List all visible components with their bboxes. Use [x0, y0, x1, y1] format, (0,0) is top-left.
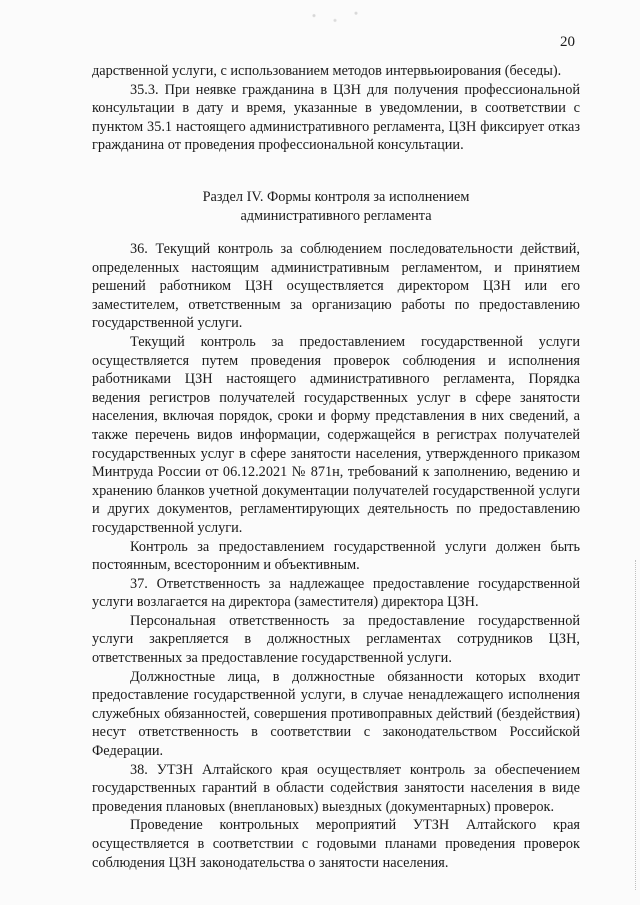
page-number: 20 — [560, 34, 575, 50]
paragraph-officials: Должностные лица, в должностные обязанности которых входит предоставление государственной услуги, в случае ненадлежащего исполнения служебных обязанностей, совершения противоправных действий (бездействия) несут ответственность в соответствии с законодательством Российской Федерации. — [92, 668, 580, 760]
paragraph-35-3: 35.3. При неявке гражданина в ЦЗН для получения профессиональной консультации в дату и время, указанные в уведомлении, в соответствии с пунктом 35.1 настоящего административного регламента, ЦЗН фиксирует отказ гражданина от проведения профессиональной консультации. — [92, 81, 580, 154]
scan-edge-artifact — [632, 560, 636, 890]
paragraph-continuation: дарственной услуги, с использованием методов интервьюирования (беседы). — [92, 63, 562, 79]
paragraph-current-control: Текущий контроль за предоставлением государственной услуги осуществляется путем проведения проверок соблюдения и исполнения работниками ЦЗН настоящего административного регламента, Порядка ведения регистров получателей государственных услуг в сфере занятости населения, включая порядок, сроки и форму представления в них сведений, а также перечень видов информации, содержащейся в регистрах получателей государственных услуг в сфере занятости населения, утвержденного приказом Минтруда России от 06.12.2021 № 871н, требований к заполнению, ведению и хранению бланков учетной документации получателей государственной услуги и других документов, регламентирующих деятельность по предоставлению государственной услуги. — [92, 333, 580, 536]
body-block — [92, 240, 580, 872]
scan-artifact — [300, 6, 370, 30]
section-title-line2: административного регламента — [240, 208, 432, 224]
section-title-line1: Раздел IV. Формы контроля за исполнением — [202, 189, 470, 205]
paragraph-37: 37. Ответственность за надлежащее предоставление государственной услуги возлагается на директора (заместителя) директора ЦЗН. — [92, 575, 580, 611]
section-heading — [92, 188, 580, 226]
paragraph-38: 38. УТЗН Алтайского края осуществляет контроль за обеспечением государственных гарантий в области содействия занятости населения в виде проведения плановых (внеплановых) выездных (документарных) проверок. — [92, 761, 580, 815]
paragraph-control-activities: Проведение контрольных мероприятий УТЗН Алтайского края осуществляется в соответствии с годовыми планами проведения проверок соблюдения ЦЗН законодательства о занятости населения. — [92, 817, 580, 871]
paragraph-control-nature: Контроль за предоставлением государственной услуги должен быть постоянным, всесторонним и объективным. — [92, 538, 580, 574]
paragraph-36: 36. Текущий контроль за соблюдением последовательности действий, определенных настоящим административным регламентом, и принятием решений работником ЦЗН осуществляется директором ЦЗН или его заместителем, ответственным за организацию работы по предоставлению государственной услуги. — [92, 241, 580, 332]
intro-block — [92, 62, 580, 155]
paragraph-personal-responsibility: Персональная ответственность за предоставление государственной услуги закрепляется в должностных регламентах сотрудников ЦЗН, ответственных за предоставление государственной услуги. — [92, 612, 580, 667]
